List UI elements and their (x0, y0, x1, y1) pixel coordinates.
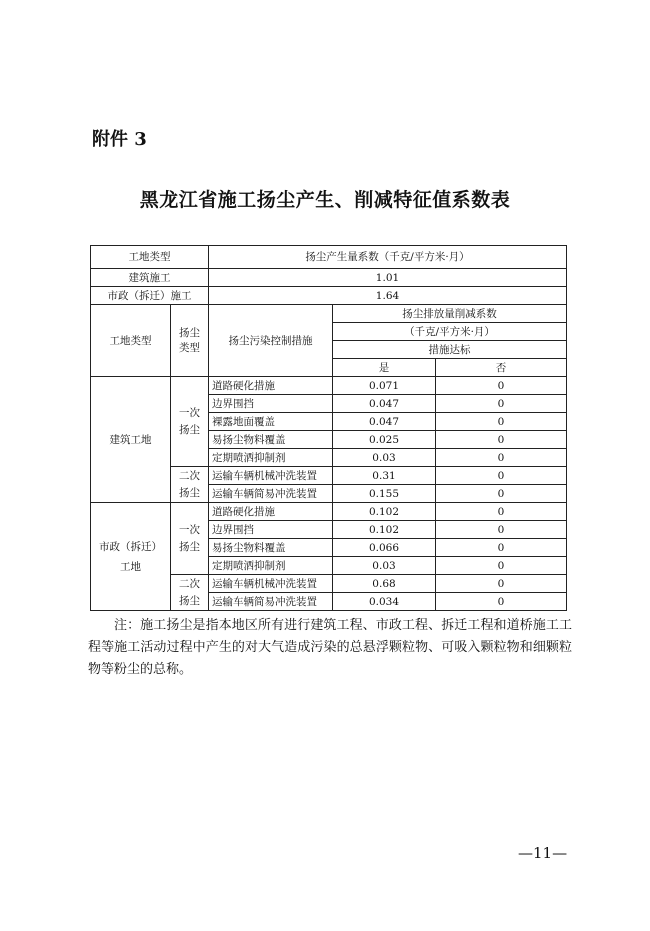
yes-value: 0.68 (333, 575, 436, 593)
header-control-measure: 扬尘污染控制措施 (209, 305, 333, 377)
header-site-type-2: 工地类型 (91, 305, 171, 377)
header-reduction-unit: （千克/平方米·月） (333, 323, 567, 341)
yes-value: 0.034 (333, 593, 436, 611)
no-value: 0 (436, 593, 567, 611)
measure-cell: 运输车辆简易冲洗装置 (209, 485, 333, 503)
no-value: 0 (436, 449, 567, 467)
site-type-cell: 建筑工地 (91, 377, 171, 503)
no-value: 0 (436, 539, 567, 557)
page-title: 黑龙江省施工扬尘产生、削减特征值系数表 (139, 189, 511, 211)
gen-site-type: 建筑施工 (91, 269, 209, 287)
measure-cell: 易扬尘物料覆盖 (209, 431, 333, 449)
table-header-row (91, 246, 567, 269)
measure-cell: 运输车辆机械冲洗装置 (209, 575, 333, 593)
header-dust-type: 扬尘类型 (171, 305, 209, 377)
attachment-label: 附件 3 (92, 129, 147, 150)
header-no: 否 (436, 359, 567, 377)
table-note: 注：施工扬尘是指本地区所有进行建筑工程、市政工程、拆迁工程和道桥施工工程等施工活动过程中产生的对大气造成污染的总悬浮颗粒物、可吸入颗粒物和细颗粒物等粉尘的总称。 (88, 618, 572, 677)
measure-cell: 运输车辆机械冲洗装置 (209, 467, 333, 485)
no-value: 0 (436, 575, 567, 593)
yes-value: 0.025 (333, 431, 436, 449)
dust-type-cell: 二次扬尘 (171, 575, 209, 611)
yes-value: 0.047 (333, 395, 436, 413)
dust-type-cell: 一次扬尘 (171, 377, 209, 467)
no-value: 0 (436, 395, 567, 413)
yes-value: 0.102 (333, 503, 436, 521)
no-value: 0 (436, 557, 567, 575)
measure-cell: 边界围挡 (209, 395, 333, 413)
gen-site-type: 市政（拆迁）施工 (91, 287, 209, 305)
yes-value: 0.03 (333, 449, 436, 467)
measure-cell: 定期喷洒抑制剂 (209, 449, 333, 467)
header-generation-coefficient: 扬尘产生量系数（千克/平方米·月） (209, 246, 567, 269)
table-row (91, 377, 567, 395)
measure-cell: 易扬尘物料覆盖 (209, 539, 333, 557)
measure-cell: 边界围挡 (209, 521, 333, 539)
measure-cell: 运输车辆简易冲洗装置 (209, 593, 333, 611)
yes-value: 0.066 (333, 539, 436, 557)
yes-value: 0.155 (333, 485, 436, 503)
measure-cell: 道路硬化措施 (209, 503, 333, 521)
yes-value: 0.102 (333, 521, 436, 539)
table-row (91, 503, 567, 521)
page-number: —11— (518, 844, 568, 862)
yes-value: 0.31 (333, 467, 436, 485)
yes-value: 0.03 (333, 557, 436, 575)
no-value: 0 (436, 521, 567, 539)
table-row (91, 287, 567, 305)
measure-cell: 定期喷洒抑制剂 (209, 557, 333, 575)
no-value: 0 (436, 431, 567, 449)
measure-cell: 裸露地面覆盖 (209, 413, 333, 431)
table-row (91, 269, 567, 287)
no-value: 0 (436, 413, 567, 431)
yes-value: 0.071 (333, 377, 436, 395)
no-value: 0 (436, 377, 567, 395)
header-site-type: 工地类型 (91, 246, 209, 269)
header-compliance: 措施达标 (333, 341, 567, 359)
header-reduction-coefficient: 扬尘排放量削减系数 (333, 305, 567, 323)
site-type-cell: 市政（拆迁）工地 (91, 503, 171, 611)
yes-value: 0.047 (333, 413, 436, 431)
no-value: 0 (436, 467, 567, 485)
gen-coefficient-value: 1.64 (209, 287, 567, 305)
dust-type-cell: 二次扬尘 (171, 467, 209, 503)
coefficient-table (90, 245, 567, 611)
no-value: 0 (436, 485, 567, 503)
no-value: 0 (436, 503, 567, 521)
dust-type-cell: 一次扬尘 (171, 503, 209, 575)
table-header-row (91, 305, 567, 323)
gen-coefficient-value: 1.01 (209, 269, 567, 287)
measure-cell: 道路硬化措施 (209, 377, 333, 395)
header-yes: 是 (333, 359, 436, 377)
